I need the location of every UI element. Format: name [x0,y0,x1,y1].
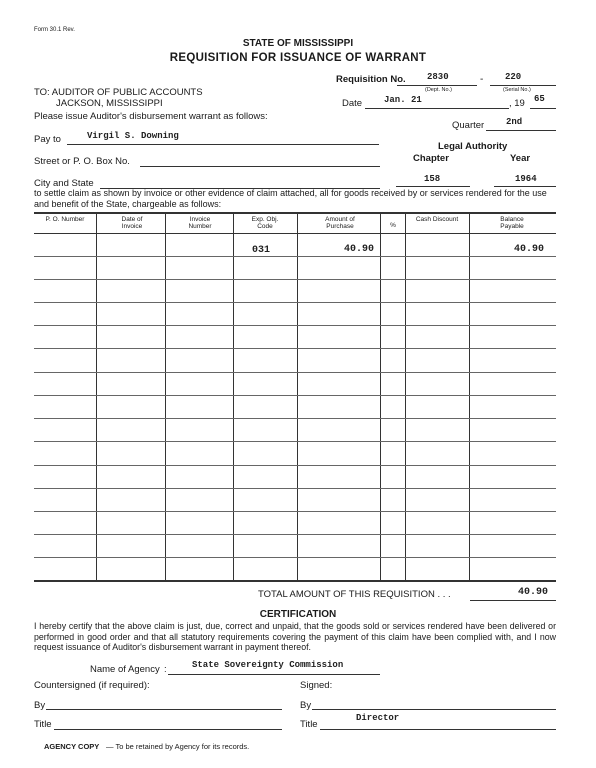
requisition-dash: - [480,74,484,85]
by-label-right: By [300,700,312,711]
header-po-number: P. O. Number [45,216,85,223]
quarter-value: 2nd [506,117,523,127]
row-amount: 40.90 [344,244,375,255]
header-invoice-number: Invoice Number [188,216,212,230]
to-line-2: JACKSON, MISSISSIPPI [56,98,163,109]
year-prefix: , 19 [509,98,525,109]
form-title: REQUISITION FOR ISSUANCE OF WARRANT [169,52,427,64]
header-percent: % [390,222,396,229]
header-date-of-invoice: Date of Invoice [121,216,143,230]
chapter-label: Chapter [413,153,449,164]
by-label-left: By [34,700,46,711]
claim-text: to settle claim as shown by invoice or other evidence of claim attached, all for goods received by or services rendered for the use and benefit of the State, chargeable as follows: [34,188,547,209]
payee-name: Virgil S. Downing [87,131,179,141]
header-exp-obj-code: Exp. Obj. Code [251,216,279,230]
year-value: 65 [534,94,545,104]
street-label: Street or P. O. Box No. [34,156,130,167]
dept-caption: (Dept. No.) [425,87,452,93]
title-label-left: Title [34,719,52,730]
total-label: TOTAL AMOUNT OF THIS REQUISITION . . . [258,589,451,600]
title-label-right: Title [300,719,318,730]
serial-caption: (Serial No.) [503,87,531,93]
countersigned-label: Countersigned (if required): [34,680,150,691]
header-balance-payable: Balance Payable [500,216,524,230]
row-balance: 40.90 [514,244,545,255]
city-state-label: City and State [34,178,94,189]
date-label: Date [342,98,363,109]
requisition-label: Requisition No. [336,74,406,85]
pay-to-label: Pay to [34,134,61,145]
total-value: 40.90 [518,587,549,598]
header-amount-of-purchase: Amount of Purchase [325,216,355,230]
agency-name-value: State Sovereignty Commission [192,660,344,670]
legal-authority-title: Legal Authority [438,141,508,152]
legal-year-value: 1964 [515,174,537,184]
quarter-label: Quarter [452,120,485,131]
agency-name-label: Name of Agency [90,664,160,675]
agency-copy-text: — To be retained by Agency for its records. [106,742,250,751]
certification-text: I hereby certify that the above claim is just, due, correct and unpaid, that the goods sold or services rendered have been delivered or performed in good order and that all statutory requirements covering the payment of this claim have been complied with, and I now request issuance of Auditor's disbursement warrant in payment thereof. [34,621,556,652]
title-value: Director [356,713,400,723]
instructions: Please issue Auditor's disbursement warrant as follows: [34,111,268,122]
certification-title: CERTIFICATION [259,609,337,620]
serial-number: 220 [505,72,522,82]
form-id: Form 30.1 Rev. [34,27,75,33]
dept-number: 2830 [427,72,449,82]
date-value: Jan. 21 [384,95,422,105]
state-heading: STATE OF MISSISSIPPI [242,38,354,49]
row-exp-code: 031 [252,245,271,256]
header-cash-discount: Cash Discount [415,216,459,223]
year-label: Year [510,153,531,164]
to-line-1: TO: AUDITOR OF PUBLIC ACCOUNTS [34,87,203,98]
agency-copy-label: AGENCY COPY [44,742,100,751]
chapter-value: 158 [424,174,441,184]
signed-label: Signed: [300,680,333,691]
